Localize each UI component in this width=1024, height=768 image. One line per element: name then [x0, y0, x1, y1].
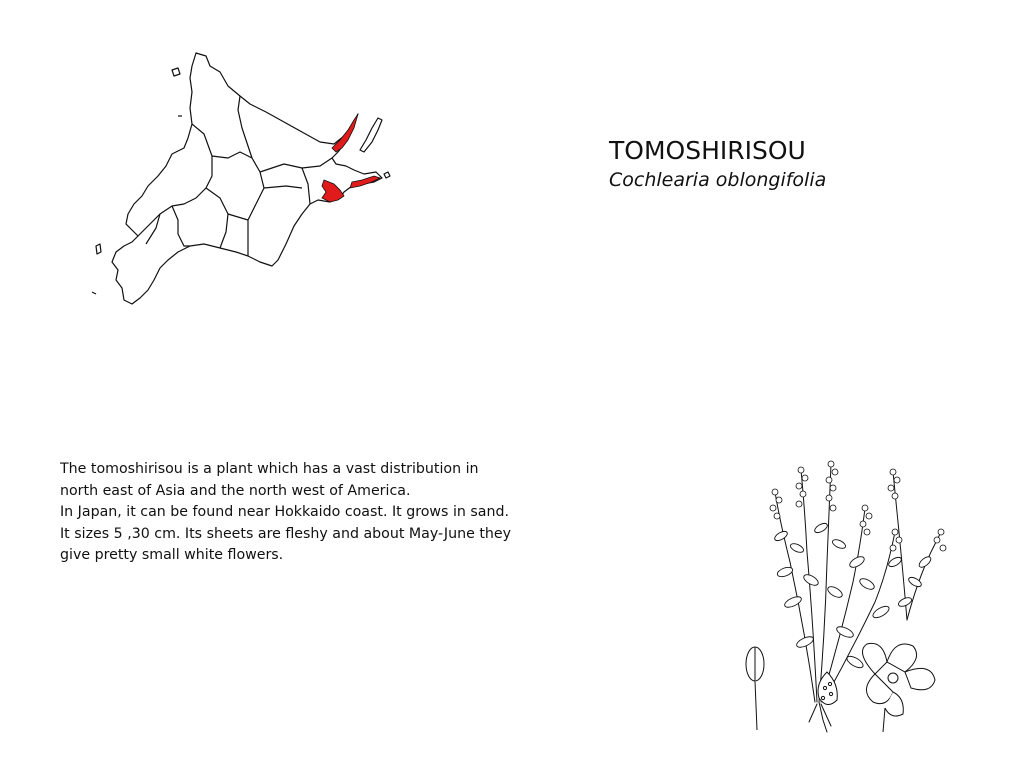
description-line: It sizes 5 ,30 cm. Its sheets are fleshy and about May-June they	[60, 525, 512, 542]
description-line: north east of Asia and the north west of America.	[60, 482, 411, 499]
botanical-illustration	[735, 452, 950, 742]
description	[60, 459, 550, 567]
okushiri-island	[96, 244, 101, 254]
distribution-area-nemuro	[322, 180, 344, 202]
common-name: TOMOSHIRISOU	[609, 136, 806, 165]
plant-drawing	[735, 452, 950, 742]
distribution-area-nemuro-peninsula	[350, 176, 380, 188]
description-line: The tomoshirisou is a plant which has a vast distribution in	[60, 461, 479, 477]
flower-detail	[863, 643, 888, 674]
description-line: give pretty small white flowers.	[60, 547, 284, 563]
hokkaido-map	[88, 48, 393, 308]
kunashiri-island	[360, 118, 382, 152]
scientific-name: Cochlearia oblongifolia	[609, 169, 827, 191]
rishiri-island	[172, 68, 180, 76]
distribution-area-shiretoko	[332, 114, 358, 152]
title-block	[609, 136, 989, 194]
hokkaido-outline	[112, 53, 382, 304]
distribution-map	[88, 48, 393, 308]
description-line: In Japan, it can be found near Hokkaido coast. It grows in sand.	[60, 504, 509, 520]
